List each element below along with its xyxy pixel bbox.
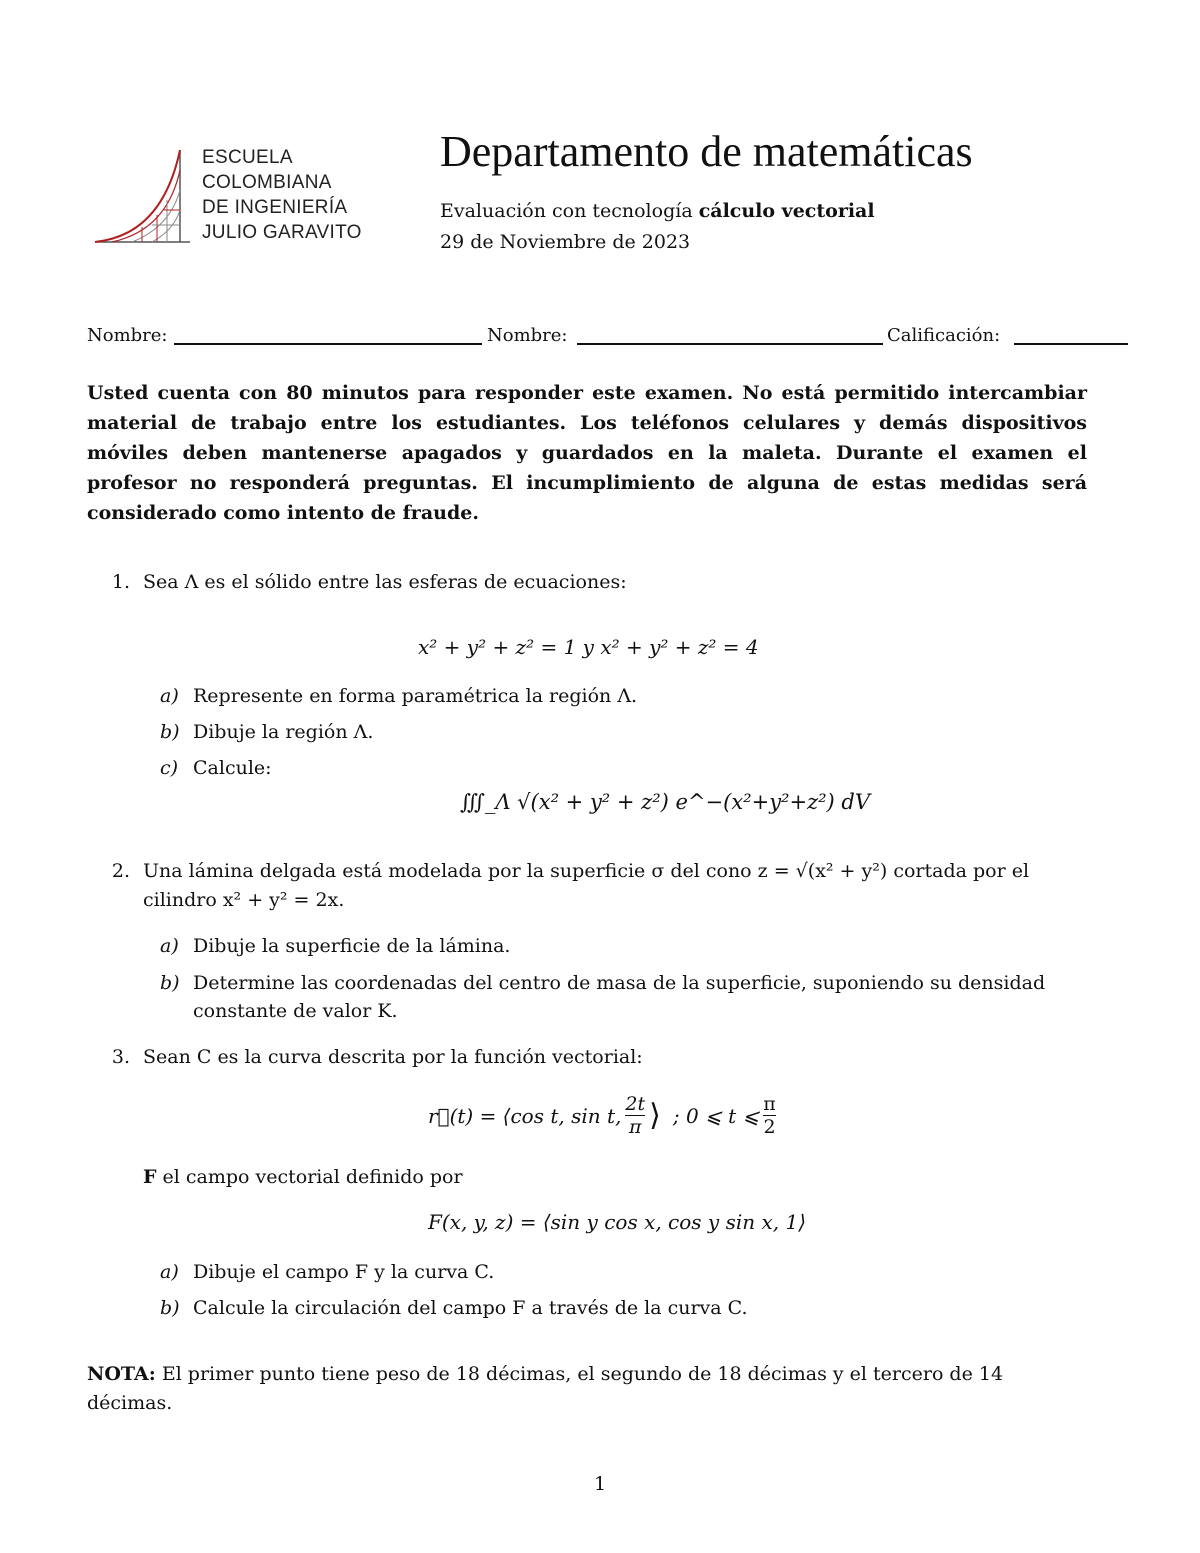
problem-number: 3. [111, 1046, 130, 1068]
part-text: Calcule la circulación del campo F a través de la curva C. [193, 1297, 748, 1319]
part-text: Dibuje la superficie de la lámina. [193, 935, 511, 957]
field-intro [143, 1163, 463, 1191]
part-text-line1: Determine las coordenadas del centro de masa de la superficie, suponiendo su densidad [193, 972, 1046, 994]
fraction-numerator: π [763, 1093, 776, 1115]
field-symbol: F [143, 1166, 157, 1188]
logo-line: COLOMBIANA [202, 172, 332, 193]
exam-instructions: Usted cuenta con 80 minutos para responder este examen. No está permitido intercambiar material de trabajo entre los estudiantes. Los teléfonos celulares y demás dispositivos móviles deben mantenerse apagados y guardados en la maleta. Durante el examen el profesor no responderá preguntas. El incumplimiento de alguna de estas medidas será considerado como intento de fraude. [87, 382, 1087, 524]
subtitle-course: cálculo vectorial [698, 200, 875, 222]
note-label: NOTA: [87, 1363, 156, 1385]
fraction-numerator: 2t [625, 1093, 646, 1115]
name2-field[interactable] [577, 343, 883, 345]
part-text: Represente en forma paramétrica la región Λ. [193, 685, 638, 707]
subtitle-prefix: Evaluación con tecnología [440, 200, 699, 222]
problem-1-text: Sea Λ es el sólido entre las esferas de ecuaciones: [143, 571, 627, 593]
part-label: b) [160, 972, 180, 994]
fraction-denominator: π [629, 1116, 642, 1138]
curve-lhs: r⃗(t) = ⟨cos t, sin t, [428, 1103, 622, 1128]
curve-close: ⟩ [649, 1098, 661, 1133]
part-text: Dibuje la región Λ. [193, 721, 374, 743]
problem-3-text: Sean C es la curva descrita por la función vectorial: [143, 1046, 643, 1068]
logo-line: ESCUELA [202, 147, 293, 168]
part-text: Dibuje el campo F y la curva C. [193, 1261, 495, 1283]
curve-range: ; 0 ⩽ t ⩽ [672, 1103, 760, 1128]
grade-field[interactable] [1014, 343, 1128, 345]
problem-number: 1. [111, 571, 130, 593]
note-text: El primer punto tiene peso de 18 décimas, el segundo de 18 décimas y el tercero de 14 [155, 1363, 1004, 1385]
grade-label: Calificación: [887, 325, 1001, 346]
part-label: a) [160, 1261, 179, 1283]
exam-subtitle [440, 200, 875, 222]
problem-1-integral: ∭_Λ √(x² + y² + z²) e^−(x²+y²+z²) dV [460, 790, 871, 814]
range-fraction [763, 1093, 776, 1138]
problem-number: 2. [111, 860, 130, 882]
fraction-denominator: 2 [763, 1116, 776, 1138]
problem-2-text-line2: cilindro x² + y² = 2x. [143, 889, 345, 911]
logo-line: JULIO GARAVITO [202, 222, 362, 243]
name1-field[interactable] [174, 343, 482, 345]
name1-label: Nombre: [87, 325, 168, 346]
curve-fraction [625, 1093, 645, 1138]
part-label: b) [160, 1297, 180, 1319]
problem-1-equation: x² + y² + z² = 1 y x² + y² + z² = 4 [418, 635, 759, 659]
note-line2: décimas. [87, 1392, 173, 1414]
note-line1 [87, 1360, 1003, 1388]
part-label: c) [160, 757, 179, 779]
page-number: 1 [593, 1473, 607, 1495]
logo-text [202, 145, 362, 245]
logo-line: DE INGENIERÍA [202, 197, 348, 218]
logo-graphic-icon [92, 145, 192, 250]
field-intro-text: el campo vectorial definido por [156, 1166, 463, 1188]
problem-3-curve [428, 1093, 776, 1138]
field-equation: F(x, y, z) = ⟨sin y cos x, cos y sin x, 1⟩ [428, 1210, 806, 1234]
school-logo [92, 145, 382, 250]
part-text: Calcule: [193, 757, 272, 779]
part-label: a) [160, 685, 179, 707]
exam-date: 29 de Noviembre de 2023 [440, 231, 691, 253]
page-title: Departamento de matemáticas [440, 127, 973, 176]
name2-label: Nombre: [487, 325, 568, 346]
part-label: b) [160, 721, 180, 743]
part-label: a) [160, 935, 179, 957]
part-text-line2: constante de valor K. [193, 1000, 398, 1022]
problem-2-text-line1: Una lámina delgada está modelada por la superficie σ del cono z = √(x² + y²) cortada por el [143, 860, 1030, 882]
